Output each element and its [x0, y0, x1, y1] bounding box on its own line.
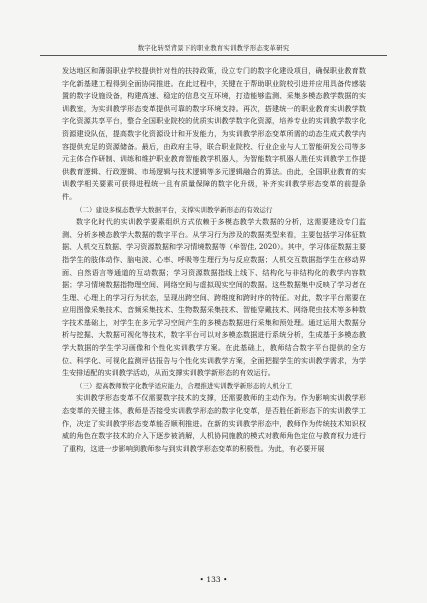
page-number: • 133 •: [199, 575, 228, 584]
header-rule: [40, 55, 387, 56]
paragraph-3: 实训教学形态变革不仅需要数字技术的支撑，还需要教师的主动作为。作为影响实训教学形态变革的关键主体，教师是否接受实训教学形态的数字化变革，是否胜任新形态下的实训教学工作，决定了实训教学形态变革能否顺利推进。在新的实训教学形态中，教师作为传统技术知识权威的角色在数字技术的介入下逐步被消解，人机协同施教的模式对教师角色定位与教育权力进行了重构，这进一步影响到教师参与到实训教学形态变革的积极性。为此，有必要开展: [62, 393, 366, 453]
section-heading-3: （三）提高教师数字化教学适应能力，合理推进实训教学新形态的人机分工: [76, 381, 293, 390]
page-body: [62, 65, 366, 455]
paragraph-1: 发达地区和薄弱职业学校提供针对性的扶持政策，设立专门的数字化建设项目，确保职业教育数字化新基建工程得到全面协同推进。在此过程中，关键在于帮助职业院校引进并应用具备传感装置的数字设施设备，构建高速、稳定的信息交互环境，打造能够监测、采集多模态教学数据的实训教室，为实训教学形态变革提供可靠的数字环境支持。再次，搭建统一的职业教育实训教学数字化资源共享平台，整合全国职业院校的优质实训教学数字化资源，培养专业的实训教学数字化资源建设队伍，提高数字化资源设计和开发能力，为实训教学形态变革所需的动态生成式教学内容提供充足的资源储备。最后，由政府主导，联合职业院校、行业企业与人工智能研发公司等多元主体合作研制、训练和维护职业教育智能教学机器人，为智能数字机器人胜任实训教学工作提供教育逻辑、行政逻辑、市场逻辑与技术逻辑等多元逻辑融合的算法。由此，全国职业教育的实训教学相关要素可获得进程统一且有质量保障的数字化升级，补齐实训教学形态变革的前提条件。: [62, 66, 366, 201]
section-heading-2: （二）建设多模态教学大数据平台，支撑实训教学新形态的有效运行: [76, 205, 273, 214]
paragraph-2: 数字化时代的实训教学要素组织方式依赖于多模态教学大数据的分析，这需要建设专门监测、分析多模态教学大数据的数字平台。从学习行为涉及的数据类型来看，主要包括学习体征数据、人机交互数据、学习资源数据和学习情境数据等（牟智佳, 2020）。其中，学习体征数据主要指学生的肢体动作、脑电波、心率、呼吸等生理行为与反应数据；人机交互数据指学生在移动界面、自然语言等通道的互动数据；学习资源数据指线上线下、结构化与非结构化的教学内容数据；学习情境数据指物理空间、网络空间与虚拟现实空间的数据。这些数据集中反映了学习者在生理、心理上的学习行为状态，呈现出跨空间、跨维度和跨时序的特征。对此，数字平台需要在应用图像采集技术、音频采集技术、生物数据采集技术、智能穿戴技术、网络爬虫技术等多种数字技术基础上，对学生在多元学习空间产生的多模态数据进行采集和预处理。通过运用大数据分析与挖掘、大数据可视化等技术，数字平台可以对多模态数据进行系统分析，生成基于多模态教学大数据的学生学习画像和个性化实训教学方案。在此基础上，教师结合数字平台提供的全方位、科学化、可视化监测评估报告与个性化实训教学方案，全面把握学生的实训教学需求，为学生安排适配的实训教学活动，从而支撑实训教学新形态的有效运行。: [62, 217, 366, 378]
running-header: 数字化转型背景下的职业教育实训教学形态变革研究: [137, 44, 290, 52]
